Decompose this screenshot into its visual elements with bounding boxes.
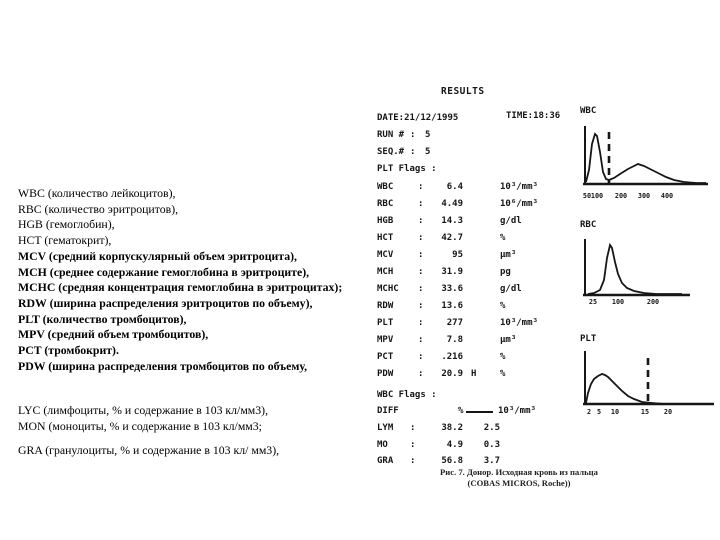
result-row-plt bbox=[377, 318, 587, 330]
diff-row-mo bbox=[377, 440, 587, 452]
param-unit: % bbox=[500, 369, 506, 379]
plt-tick: 5 bbox=[596, 408, 602, 416]
colon: : bbox=[418, 250, 424, 260]
glossary-line-hct: HCT (гематокрит), bbox=[18, 233, 112, 248]
plt-histogram bbox=[574, 332, 720, 426]
rbc-tick: 100 bbox=[611, 298, 625, 306]
colon: : bbox=[418, 284, 424, 294]
result-row-mpv bbox=[377, 335, 587, 347]
rbc-tick: 200 bbox=[646, 298, 660, 306]
gra-glossary bbox=[18, 443, 388, 458]
plt-tick: 10 bbox=[610, 408, 620, 416]
param-value: 31.9 bbox=[441, 267, 463, 277]
result-row-mch bbox=[377, 267, 587, 279]
param-label: PDW bbox=[377, 369, 394, 379]
figure-caption bbox=[428, 467, 610, 488]
colon: : bbox=[418, 352, 424, 362]
glossary-line-rbc: RBC (количество эритроцитов), bbox=[18, 201, 179, 216]
param-unit: µm³ bbox=[500, 250, 517, 260]
glossary-line-hgb: HGB (гемоглобин), bbox=[18, 217, 115, 232]
colon: : bbox=[418, 335, 424, 345]
diff-glossary bbox=[18, 403, 388, 434]
diff-label: DIFF bbox=[377, 406, 399, 416]
result-row-hct bbox=[377, 233, 587, 245]
param-unit: 10³/mm³ bbox=[500, 182, 538, 192]
glossary-line-mch: MCH (среднее содержание гемоглобина в эритроците), bbox=[18, 264, 310, 279]
plt-tick: 15 bbox=[640, 408, 650, 416]
colon: : bbox=[418, 199, 424, 209]
glossary-line-rdw: RDW (ширина распределения эритроцитов по объему), bbox=[18, 295, 313, 310]
glossary-line-mon: MON (моноциты, % и содержание в 103 кл/мм3; bbox=[18, 418, 262, 433]
param-label: PCT bbox=[377, 352, 394, 362]
param-value: 95 bbox=[452, 250, 463, 260]
glossary-line-mcv: MCV (средний корпускулярный объем эритроцита), bbox=[18, 248, 298, 263]
diff-percent-value: 56.8 bbox=[441, 456, 463, 466]
colon: : bbox=[418, 267, 424, 277]
plt-histogram-plot bbox=[574, 348, 720, 408]
diff-percent-header: % bbox=[458, 406, 464, 416]
glossary-line-mchc: MCHC (средняя концентрация гемоглобина в эритроцитах); bbox=[18, 280, 343, 295]
run-colon: : bbox=[410, 130, 416, 140]
param-value: 42.7 bbox=[441, 233, 463, 243]
run-label: RUN # bbox=[377, 130, 405, 140]
result-row-mcv bbox=[377, 250, 587, 262]
diff-percent-value: 38.2 bbox=[441, 423, 463, 433]
diff-absolute-value: 2.5 bbox=[483, 423, 500, 433]
wbc-tick: 300 bbox=[637, 192, 651, 200]
diff-param-label: MO bbox=[377, 440, 388, 450]
wbc-histogram bbox=[574, 104, 720, 202]
diff-absolute-value: 0.3 bbox=[483, 440, 500, 450]
rbc-histogram-label: RBC bbox=[580, 220, 597, 230]
plt-tick: 20 bbox=[663, 408, 673, 416]
param-label: HGB bbox=[377, 216, 394, 226]
result-row-rbc bbox=[377, 199, 587, 211]
param-label: MCHC bbox=[377, 284, 399, 294]
result-row-pct bbox=[377, 352, 587, 364]
wbc-tick: 100 bbox=[590, 192, 604, 200]
diff-param-label: GRA bbox=[377, 456, 394, 466]
diff-unit-header: 10³/mm³ bbox=[498, 406, 536, 416]
param-value: .216 bbox=[441, 352, 463, 362]
result-row-pdw bbox=[377, 369, 587, 381]
diff-param-label: LYM bbox=[377, 423, 394, 433]
param-label: MCH bbox=[377, 267, 394, 277]
wbc-tick: 400 bbox=[660, 192, 674, 200]
plt-tick: 2 bbox=[586, 408, 592, 416]
glossary-line-lyc: LYC (лимфоциты, % и содержание в 103 кл/мм3), bbox=[18, 403, 269, 417]
parameter-glossary bbox=[18, 186, 388, 374]
wbc-tick: 200 bbox=[614, 192, 628, 200]
printout-time: TIME:18:36 bbox=[506, 111, 561, 121]
param-label: PLT bbox=[377, 318, 394, 328]
colon: : bbox=[410, 423, 416, 433]
seq-label: SEQ.# bbox=[377, 147, 405, 157]
diff-percent-value: 4.9 bbox=[446, 440, 463, 450]
glossary-line-gra: GRA (гранулоциты, % и содержание в 103 кл/ мм3), bbox=[18, 443, 280, 457]
param-unit: 10³/mm³ bbox=[500, 318, 538, 328]
rbc-distribution-curve bbox=[588, 245, 682, 294]
wbc-histogram-label: WBC bbox=[580, 106, 597, 116]
rbc-histogram bbox=[574, 218, 720, 308]
param-value: 33.6 bbox=[441, 284, 463, 294]
plt-histogram-label: PLT bbox=[580, 334, 597, 344]
plt-flags-label: PLT Flags : bbox=[377, 164, 437, 174]
diff-header-row bbox=[377, 406, 587, 418]
param-unit: g/dl bbox=[500, 284, 522, 294]
param-unit: % bbox=[500, 301, 506, 311]
printout-title: RESULTS bbox=[441, 86, 485, 97]
result-row-wbc bbox=[377, 182, 587, 194]
run-value: 5 bbox=[425, 130, 431, 140]
wbc-histogram-plot bbox=[574, 122, 720, 190]
seq-value: 5 bbox=[425, 147, 431, 157]
param-value: 13.6 bbox=[441, 301, 463, 311]
wbc-distribution-curve bbox=[586, 134, 706, 183]
param-value: 277 bbox=[446, 318, 463, 328]
param-value: 6.4 bbox=[446, 182, 463, 192]
param-value: 7.8 bbox=[446, 335, 463, 345]
result-row-mchc bbox=[377, 284, 587, 296]
param-label: HCT bbox=[377, 233, 394, 243]
param-label: WBC bbox=[377, 182, 394, 192]
param-label: RBC bbox=[377, 199, 394, 209]
figure-caption-line1: Рис. 7. Донор. Исходная кровь из пальца bbox=[440, 467, 598, 477]
param-unit: % bbox=[500, 352, 506, 362]
param-unit: g/dl bbox=[500, 216, 522, 226]
result-row-hgb bbox=[377, 216, 587, 228]
result-row-rdw bbox=[377, 301, 587, 313]
param-unit: pg bbox=[500, 267, 511, 277]
param-unit: µm³ bbox=[500, 335, 517, 345]
run-number-row bbox=[377, 130, 431, 140]
diff-absolute-value: 3.7 bbox=[483, 456, 500, 466]
param-value: 14.3 bbox=[441, 216, 463, 226]
wbc-flags-label: WBC Flags : bbox=[377, 390, 437, 400]
colon: : bbox=[410, 456, 416, 466]
param-unit: % bbox=[500, 233, 506, 243]
colon: : bbox=[418, 369, 424, 379]
seq-colon: : bbox=[410, 147, 416, 157]
colon: : bbox=[418, 216, 424, 226]
high-flag: H bbox=[471, 369, 477, 379]
glossary-line-pct: PCT (тромбокрит). bbox=[18, 343, 119, 358]
colon: : bbox=[418, 318, 424, 328]
rbc-histogram-plot bbox=[574, 236, 720, 300]
colon: : bbox=[418, 301, 424, 311]
param-label: MPV bbox=[377, 335, 394, 345]
diff-row-lym bbox=[377, 423, 587, 435]
glossary-line-wbc: WBC (количество лейкоцитов), bbox=[18, 186, 176, 200]
colon: : bbox=[410, 440, 416, 450]
seq-number-row bbox=[377, 147, 431, 157]
param-value: 4.49 bbox=[441, 199, 463, 209]
printout-date: DATE:21/12/1995 bbox=[377, 113, 459, 123]
diff-header-dash bbox=[466, 411, 493, 413]
param-label: RDW bbox=[377, 301, 394, 311]
param-value: 20.9 bbox=[441, 369, 463, 379]
colon: : bbox=[418, 233, 424, 243]
glossary-line-mpv: MPV (средний объем тромбоцитов), bbox=[18, 327, 209, 342]
rbc-tick: 25 bbox=[588, 298, 598, 306]
glossary-line-plt: PLT (количество тромбоцитов), bbox=[18, 311, 187, 326]
param-unit: 10⁶/mm³ bbox=[500, 199, 538, 209]
colon: : bbox=[418, 182, 424, 192]
wbc-tick: 50 bbox=[582, 192, 592, 200]
figure-caption-line2: (COBAS MICROS, Roche)) bbox=[467, 477, 571, 488]
glossary-line-pdw: PDW (ширина распределения тромбоцитов по объему, bbox=[18, 358, 308, 373]
param-label: MCV bbox=[377, 250, 394, 260]
